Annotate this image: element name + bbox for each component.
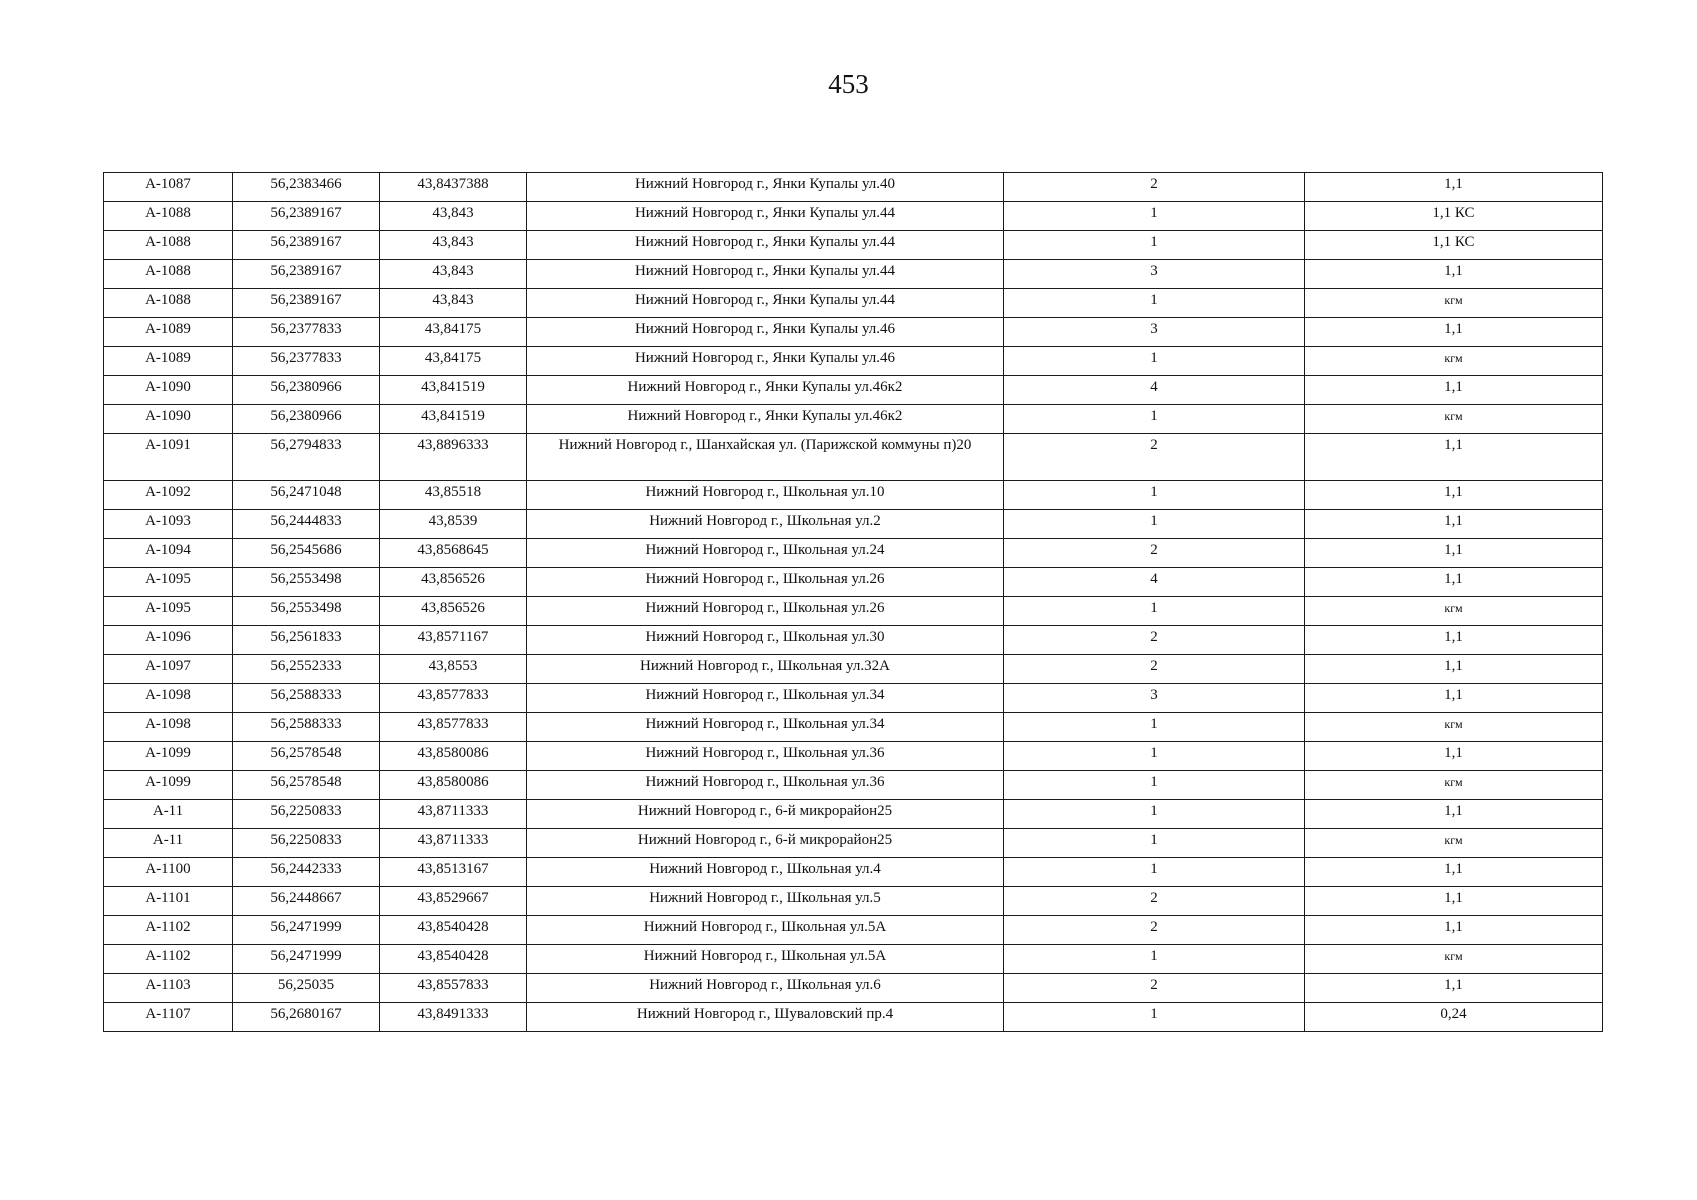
cell-longitude: 43,8580086 bbox=[380, 771, 527, 800]
cell-latitude: 56,2377833 bbox=[233, 318, 380, 347]
cell-address: Нижний Новгород г., Школьная ул.24 bbox=[527, 539, 1004, 568]
cell-container-type: 1,1 bbox=[1305, 800, 1603, 829]
cell-latitude: 56,2680167 bbox=[233, 1003, 380, 1032]
cell-quantity: 2 bbox=[1004, 173, 1305, 202]
cell-longitude: 43,843 bbox=[380, 202, 527, 231]
cell-latitude: 56,2471048 bbox=[233, 481, 380, 510]
cell-quantity: 1 bbox=[1004, 800, 1305, 829]
table-row bbox=[104, 376, 1603, 405]
cell-container-type: 1,1 КС bbox=[1305, 231, 1603, 260]
cell-longitude: 43,856526 bbox=[380, 597, 527, 626]
cell-longitude: 43,8553 bbox=[380, 655, 527, 684]
cell-latitude: 56,2553498 bbox=[233, 597, 380, 626]
table-row bbox=[104, 318, 1603, 347]
cell-address: Нижний Новгород г., Школьная ул.26 bbox=[527, 568, 1004, 597]
cell-latitude: 56,2250833 bbox=[233, 800, 380, 829]
cell-object-id: А-1102 bbox=[104, 945, 233, 974]
cell-latitude: 56,2578548 bbox=[233, 742, 380, 771]
cell-quantity: 1 bbox=[1004, 510, 1305, 539]
cell-address: Нижний Новгород г., Школьная ул.2 bbox=[527, 510, 1004, 539]
cell-address: Нижний Новгород г., Янки Купалы ул.46к2 bbox=[527, 376, 1004, 405]
table-row bbox=[104, 481, 1603, 510]
cell-container-type: 1,1 bbox=[1305, 510, 1603, 539]
cell-quantity: 4 bbox=[1004, 568, 1305, 597]
cell-longitude: 43,8540428 bbox=[380, 916, 527, 945]
cell-address: Нижний Новгород г., Школьная ул.34 bbox=[527, 684, 1004, 713]
cell-container-type: 1,1 bbox=[1305, 858, 1603, 887]
cell-address: Нижний Новгород г., Янки Купалы ул.46к2 bbox=[527, 405, 1004, 434]
cell-address: Нижний Новгород г., Янки Купалы ул.44 bbox=[527, 260, 1004, 289]
cell-latitude: 56,2545686 bbox=[233, 539, 380, 568]
cell-latitude: 56,2380966 bbox=[233, 376, 380, 405]
cell-container-type: 0,24 bbox=[1305, 1003, 1603, 1032]
cell-longitude: 43,8571167 bbox=[380, 626, 527, 655]
cell-object-id: А-1088 bbox=[104, 260, 233, 289]
cell-longitude: 43,841519 bbox=[380, 376, 527, 405]
cell-latitude: 56,2444833 bbox=[233, 510, 380, 539]
cell-object-id: А-1088 bbox=[104, 202, 233, 231]
cell-container-type: кгм bbox=[1305, 829, 1603, 858]
cell-container-type: 1,1 bbox=[1305, 568, 1603, 597]
table-row bbox=[104, 405, 1603, 434]
cell-longitude: 43,856526 bbox=[380, 568, 527, 597]
cell-latitude: 56,2389167 bbox=[233, 289, 380, 318]
cell-quantity: 1 bbox=[1004, 289, 1305, 318]
cell-container-type: 1,1 bbox=[1305, 260, 1603, 289]
cell-longitude: 43,8568645 bbox=[380, 539, 527, 568]
cell-quantity: 1 bbox=[1004, 202, 1305, 231]
cell-object-id: А-1088 bbox=[104, 231, 233, 260]
registry-table bbox=[103, 172, 1603, 1032]
page-number: 453 bbox=[828, 69, 869, 99]
cell-object-id: А-1099 bbox=[104, 742, 233, 771]
table-row bbox=[104, 684, 1603, 713]
cell-longitude: 43,8580086 bbox=[380, 742, 527, 771]
cell-container-type: 1,1 bbox=[1305, 434, 1603, 481]
cell-container-type: 1,1 bbox=[1305, 626, 1603, 655]
cell-address: Нижний Новгород г., Янки Купалы ул.46 bbox=[527, 347, 1004, 376]
table-row bbox=[104, 347, 1603, 376]
cell-address: Нижний Новгород г., Школьная ул.5А bbox=[527, 945, 1004, 974]
table-row bbox=[104, 713, 1603, 742]
cell-address: Нижний Новгород г., Школьная ул.5А bbox=[527, 916, 1004, 945]
registry-table-body bbox=[104, 173, 1603, 1032]
cell-container-type: кгм bbox=[1305, 945, 1603, 974]
cell-quantity: 2 bbox=[1004, 655, 1305, 684]
cell-longitude: 43,8577833 bbox=[380, 684, 527, 713]
table-row bbox=[104, 626, 1603, 655]
cell-quantity: 3 bbox=[1004, 260, 1305, 289]
cell-object-id: А-1089 bbox=[104, 347, 233, 376]
cell-quantity: 2 bbox=[1004, 916, 1305, 945]
cell-longitude: 43,843 bbox=[380, 260, 527, 289]
table-row bbox=[104, 260, 1603, 289]
cell-container-type: 1,1 КС bbox=[1305, 202, 1603, 231]
cell-quantity: 1 bbox=[1004, 405, 1305, 434]
cell-quantity: 3 bbox=[1004, 318, 1305, 347]
cell-latitude: 56,2448667 bbox=[233, 887, 380, 916]
cell-container-type: кгм bbox=[1305, 597, 1603, 626]
cell-address: Нижний Новгород г., Школьная ул.36 bbox=[527, 742, 1004, 771]
cell-address: Нижний Новгород г., Школьная ул.32А bbox=[527, 655, 1004, 684]
cell-object-id: А-1100 bbox=[104, 858, 233, 887]
cell-container-type: 1,1 bbox=[1305, 684, 1603, 713]
cell-longitude: 43,8539 bbox=[380, 510, 527, 539]
cell-quantity: 1 bbox=[1004, 481, 1305, 510]
cell-latitude: 56,25035 bbox=[233, 974, 380, 1003]
cell-address: Нижний Новгород г., 6-й микрорайон25 bbox=[527, 800, 1004, 829]
cell-latitude: 56,2389167 bbox=[233, 202, 380, 231]
cell-object-id: А-1103 bbox=[104, 974, 233, 1003]
table-row bbox=[104, 858, 1603, 887]
cell-quantity: 1 bbox=[1004, 742, 1305, 771]
cell-quantity: 1 bbox=[1004, 597, 1305, 626]
cell-object-id: А-1096 bbox=[104, 626, 233, 655]
cell-container-type: 1,1 bbox=[1305, 376, 1603, 405]
table-row bbox=[104, 202, 1603, 231]
cell-quantity: 1 bbox=[1004, 945, 1305, 974]
cell-longitude: 43,8557833 bbox=[380, 974, 527, 1003]
cell-address: Нижний Новгород г., Шанхайская ул. (Парижской коммуны п)20 bbox=[527, 434, 1004, 481]
cell-object-id: А-1098 bbox=[104, 684, 233, 713]
cell-latitude: 56,2552333 bbox=[233, 655, 380, 684]
cell-object-id: А-1090 bbox=[104, 376, 233, 405]
cell-longitude: 43,8896333 bbox=[380, 434, 527, 481]
cell-address: Нижний Новгород г., Школьная ул.10 bbox=[527, 481, 1004, 510]
cell-container-type: 1,1 bbox=[1305, 539, 1603, 568]
cell-address: Нижний Новгород г., Янки Купалы ул.46 bbox=[527, 318, 1004, 347]
cell-latitude: 56,2380966 bbox=[233, 405, 380, 434]
table-row bbox=[104, 173, 1603, 202]
cell-latitude: 56,2561833 bbox=[233, 626, 380, 655]
cell-quantity: 2 bbox=[1004, 434, 1305, 481]
cell-address: Нижний Новгород г., Школьная ул.4 bbox=[527, 858, 1004, 887]
table-row bbox=[104, 597, 1603, 626]
cell-quantity: 1 bbox=[1004, 1003, 1305, 1032]
cell-object-id: А-1087 bbox=[104, 173, 233, 202]
cell-object-id: А-1091 bbox=[104, 434, 233, 481]
table-row bbox=[104, 434, 1603, 481]
cell-container-type: 1,1 bbox=[1305, 916, 1603, 945]
cell-container-type: кгм bbox=[1305, 771, 1603, 800]
cell-latitude: 56,2442333 bbox=[233, 858, 380, 887]
cell-object-id: А-1089 bbox=[104, 318, 233, 347]
cell-container-type: 1,1 bbox=[1305, 655, 1603, 684]
cell-longitude: 43,8437388 bbox=[380, 173, 527, 202]
cell-address: Нижний Новгород г., Школьная ул.26 bbox=[527, 597, 1004, 626]
cell-object-id: А-1107 bbox=[104, 1003, 233, 1032]
cell-object-id: А-11 bbox=[104, 829, 233, 858]
cell-address: Нижний Новгород г., Янки Купалы ул.44 bbox=[527, 231, 1004, 260]
table-row bbox=[104, 887, 1603, 916]
cell-address: Нижний Новгород г., Школьная ул.6 bbox=[527, 974, 1004, 1003]
table-row bbox=[104, 829, 1603, 858]
table-row bbox=[104, 568, 1603, 597]
cell-longitude: 43,8529667 bbox=[380, 887, 527, 916]
cell-object-id: А-1095 bbox=[104, 568, 233, 597]
cell-object-id: А-1094 bbox=[104, 539, 233, 568]
cell-address: Нижний Новгород г., Янки Купалы ул.44 bbox=[527, 289, 1004, 318]
cell-latitude: 56,2578548 bbox=[233, 771, 380, 800]
cell-address: Нижний Новгород г., Янки Купалы ул.44 bbox=[527, 202, 1004, 231]
cell-latitude: 56,2377833 bbox=[233, 347, 380, 376]
cell-quantity: 2 bbox=[1004, 887, 1305, 916]
table-row bbox=[104, 655, 1603, 684]
cell-container-type: кгм bbox=[1305, 347, 1603, 376]
cell-object-id: А-11 bbox=[104, 800, 233, 829]
cell-longitude: 43,85518 bbox=[380, 481, 527, 510]
cell-latitude: 56,2588333 bbox=[233, 713, 380, 742]
cell-object-id: А-1095 bbox=[104, 597, 233, 626]
table-row bbox=[104, 974, 1603, 1003]
cell-object-id: А-1102 bbox=[104, 916, 233, 945]
table-row bbox=[104, 289, 1603, 318]
cell-address: Нижний Новгород г., 6-й микрорайон25 bbox=[527, 829, 1004, 858]
cell-object-id: А-1097 bbox=[104, 655, 233, 684]
cell-latitude: 56,2471999 bbox=[233, 916, 380, 945]
cell-container-type: 1,1 bbox=[1305, 481, 1603, 510]
cell-quantity: 1 bbox=[1004, 771, 1305, 800]
cell-longitude: 43,8540428 bbox=[380, 945, 527, 974]
cell-longitude: 43,84175 bbox=[380, 318, 527, 347]
cell-longitude: 43,84175 bbox=[380, 347, 527, 376]
cell-container-type: кгм bbox=[1305, 405, 1603, 434]
table-row bbox=[104, 945, 1603, 974]
cell-latitude: 56,2588333 bbox=[233, 684, 380, 713]
cell-object-id: А-1092 bbox=[104, 481, 233, 510]
cell-quantity: 1 bbox=[1004, 713, 1305, 742]
table-row bbox=[104, 539, 1603, 568]
cell-address: Нижний Новгород г., Шуваловский пр.4 bbox=[527, 1003, 1004, 1032]
cell-address: Нижний Новгород г., Школьная ул.34 bbox=[527, 713, 1004, 742]
cell-address: Нижний Новгород г., Школьная ул.36 bbox=[527, 771, 1004, 800]
table-row bbox=[104, 800, 1603, 829]
cell-longitude: 43,8513167 bbox=[380, 858, 527, 887]
cell-container-type: 1,1 bbox=[1305, 974, 1603, 1003]
cell-quantity: 2 bbox=[1004, 974, 1305, 1003]
cell-longitude: 43,843 bbox=[380, 231, 527, 260]
cell-quantity: 2 bbox=[1004, 626, 1305, 655]
cell-quantity: 1 bbox=[1004, 858, 1305, 887]
cell-address: Нижний Новгород г., Школьная ул.5 bbox=[527, 887, 1004, 916]
cell-latitude: 56,2383466 bbox=[233, 173, 380, 202]
cell-object-id: А-1101 bbox=[104, 887, 233, 916]
table-row bbox=[104, 742, 1603, 771]
table-row bbox=[104, 771, 1603, 800]
cell-container-type: 1,1 bbox=[1305, 742, 1603, 771]
cell-object-id: А-1099 bbox=[104, 771, 233, 800]
cell-address: Нижний Новгород г., Янки Купалы ул.40 bbox=[527, 173, 1004, 202]
table-row bbox=[104, 1003, 1603, 1032]
cell-quantity: 1 bbox=[1004, 231, 1305, 260]
cell-latitude: 56,2389167 bbox=[233, 231, 380, 260]
cell-latitude: 56,2250833 bbox=[233, 829, 380, 858]
cell-longitude: 43,8577833 bbox=[380, 713, 527, 742]
cell-object-id: А-1093 bbox=[104, 510, 233, 539]
cell-quantity: 2 bbox=[1004, 539, 1305, 568]
cell-latitude: 56,2471999 bbox=[233, 945, 380, 974]
table-row bbox=[104, 231, 1603, 260]
table-row bbox=[104, 916, 1603, 945]
cell-longitude: 43,8711333 bbox=[380, 829, 527, 858]
cell-quantity: 3 bbox=[1004, 684, 1305, 713]
cell-longitude: 43,841519 bbox=[380, 405, 527, 434]
cell-latitude: 56,2553498 bbox=[233, 568, 380, 597]
cell-longitude: 43,8711333 bbox=[380, 800, 527, 829]
cell-object-id: А-1088 bbox=[104, 289, 233, 318]
cell-longitude: 43,843 bbox=[380, 289, 527, 318]
cell-quantity: 4 bbox=[1004, 376, 1305, 405]
cell-object-id: А-1090 bbox=[104, 405, 233, 434]
cell-latitude: 56,2389167 bbox=[233, 260, 380, 289]
cell-container-type: кгм bbox=[1305, 713, 1603, 742]
cell-container-type: 1,1 bbox=[1305, 318, 1603, 347]
cell-container-type: 1,1 bbox=[1305, 173, 1603, 202]
cell-container-type: 1,1 bbox=[1305, 887, 1603, 916]
cell-latitude: 56,2794833 bbox=[233, 434, 380, 481]
cell-longitude: 43,8491333 bbox=[380, 1003, 527, 1032]
table-row bbox=[104, 510, 1603, 539]
cell-quantity: 1 bbox=[1004, 347, 1305, 376]
cell-quantity: 1 bbox=[1004, 829, 1305, 858]
cell-address: Нижний Новгород г., Школьная ул.30 bbox=[527, 626, 1004, 655]
cell-object-id: А-1098 bbox=[104, 713, 233, 742]
cell-container-type: кгм bbox=[1305, 289, 1603, 318]
